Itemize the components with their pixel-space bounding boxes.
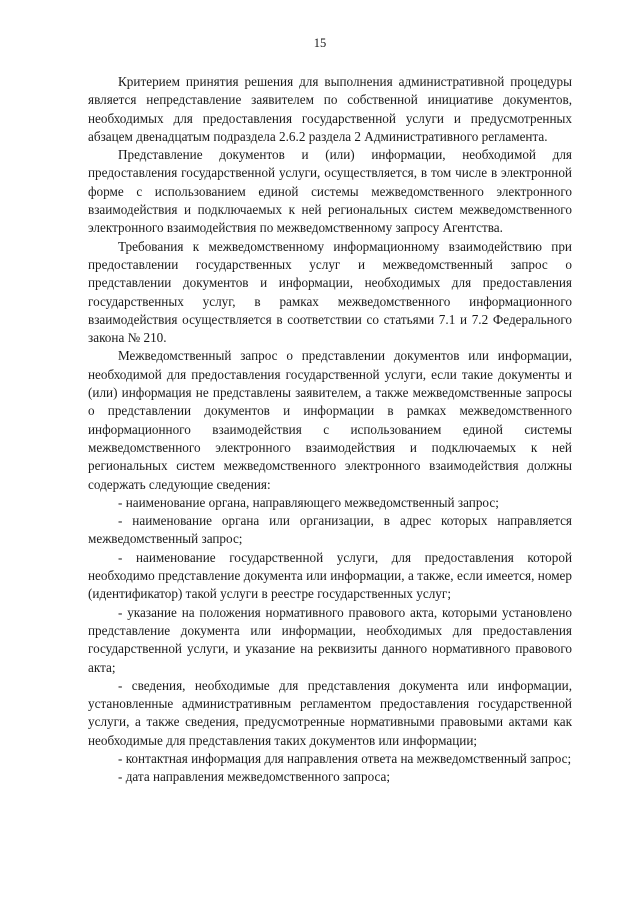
document-body xyxy=(88,73,572,787)
page-number: 15 xyxy=(313,36,327,50)
paragraph: Межведомственный запрос о представлении документов или информации, необходимой для предоставления государственной услуги, если такие документы и (или) информация не представлены заявителем, а также межведомственные запросы о представлении документов и информации в рамках межведомственного информационного взаимодействия с использованием единой системы межведомственного электронного взаимодействия и подключаемых к ней региональных систем межведомственного электронного взаимодействия должны содержать следующие сведения: xyxy=(88,348,572,492)
list-item: - наименование органа, направляющего межведомственный запрос; xyxy=(118,494,499,510)
paragraph: Представление документов и (или) информации, необходимой для предоставления государственной услуги, осуществляется, в том числе в электронной форме с использованием единой системы межведомственного электронного взаимодействия и подключаемых к ней региональных систем межведомственного электронного взаимодействия по межведомственному запросу Агентства. xyxy=(88,147,572,236)
paragraph: Критерием принятия решения для выполнения административной процедуры является непредставление заявителем по собственной инициативе документов, необходимых для предоставления государственной услуги и предусмотренных абзацем двенадцатым подраздела 2.6.2 раздела 2 Административного регламента. xyxy=(88,74,572,144)
list-item: - наименование органа или организации, в адрес которых направляется межведомственный запрос; xyxy=(88,513,572,547)
list-item: - указание на положения нормативного правового акта, которыми установлено представление документа или информации, необходимых для предоставления государственной услуги, и указание на реквизиты данного нормативного правового акта; xyxy=(88,604,572,675)
list-item: - дата направления межведомственного запроса; xyxy=(118,769,391,785)
list-item: - наименование государственной услуги, для предоставления которой необходимо представление документа или информации, а также, если имеется, номер (идентификатор) такой услуги в реестре государственных услуг; xyxy=(88,549,572,602)
list-item: - контактная информация для направления ответа на межведомственный запрос; xyxy=(118,750,572,766)
paragraph: Требования к межведомственному информационному взаимодействию при предоставлении государственных услуг и межведомственный запрос о представлении документов и информации, необходимых для предоставления государственных услуг, в рамках межведомственного информационного взаимодействия осуществляется в соответствии со статьями 7.1 и 7.2 Федерального закона № 210. xyxy=(88,238,572,346)
list-item: - сведения, необходимые для представления документа или информации, установленные административным регламентом предоставления государственной услуги, а также сведения, предусмотренные нормативными правовыми актами как необходимые для представления таких документов или информации; xyxy=(88,677,572,748)
